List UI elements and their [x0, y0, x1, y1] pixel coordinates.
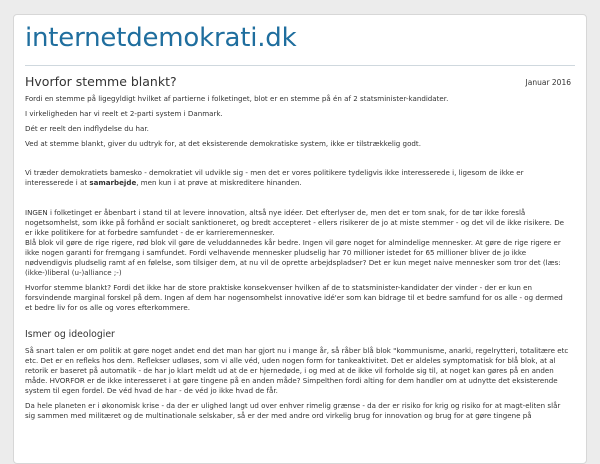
site-title-link[interactable]: internetdemokrati.dk — [25, 23, 297, 53]
paragraph: Dét er reelt den indflydelse du har. — [25, 124, 149, 134]
paragraph: Da hele planeten er i økonomisk krise - da der er ulighed langt ud over enhver rimelig grænse - da der er risiko for krig og risiko for at magt-eliten slår sig sammen med militæret og de multinationale selskaber, så er der med andre ord virkelig brug for innovation og brug for at gøre tingene på — [25, 400, 561, 421]
paragraph: Så snart talen er om politik at gøre noget andet end det man har gjort nu i mange år, så råber blå blok "kommunisme, anarki, regelrytteri, totalitære etc etc. Det er en refleks hos dem. Reflekser udløses, som vi alle véd, uden nogen form for tankeaktivitet. Det er aldeles symptomatisk for blå blok, at al retorik er baseret på automatik - de har jo klart meldt ud at de er hjernedøde, i og med at de ikke vil forholde sig til, at noget kan gøres på en anden måde. HVORFOR er de ikke interesseret i at gøre tingene på en anden måde? Simpelthen fordi alting for dem handler om at udnytte det eksisterende system til egen fordel. De véd hvad de har - de véd jo ikke hvad de får. — [25, 345, 569, 395]
article-body — [25, 94, 572, 421]
paragraph: Blå blok vil gøre de rige rigere, rød blok vil gøre de veluddannedes kår bedre. Ingen vil gøre noget for almindelige mennesker. At gøre de rige rigere er ikke nogen garanti for fremgang i samfundet. Fordi velhavende mennesker pludselig har 70 millioner istedet for 65 millioner bliver de jo ikke nødvendigvis pludselig ramt af en følelse, som tilsiger dem, at nu vil de oprette arbejdspladser? Det er kun meget naive mennesker som tror det (læs: (ikke-)liberal (u-)alliance ;-) — [25, 237, 561, 278]
article-date: Januar 2016 — [525, 78, 571, 87]
paragraph: I virkeligheden har vi reelt et 2-parti system i Danmark. — [25, 109, 223, 119]
header-divider — [25, 65, 575, 66]
emphasis-text: samarbejde — [89, 178, 137, 188]
page-container — [13, 14, 587, 464]
paragraph-text: Vi træder demokratiets bamesko - demokratiet vil udvikle sig - men det er vores politikere tydeligvis ikke interesserede i, ligesom de ikke er interesserede i at — [25, 168, 524, 188]
paragraph: Fordi en stemme på ligegyldigt hvilket af partierne i folketinget, blot er en stemme på én af 2 statsminister-kandidater. — [25, 94, 449, 103]
article-title: Hvorfor stemme blankt? — [25, 74, 177, 89]
paragraph: Ved at stemme blankt, giver du udtryk for, at det eksisterende demokratiske system, ikke er tilstrækkelig godt. — [25, 139, 421, 149]
paragraph — [25, 168, 572, 188]
paragraph: Hvorfor stemme blankt? Fordi det ikke har de store praktiske konsekvenser hvilken af de to statsminister-kandidater der vinder - der er kun en forsvindende marginal forskel på dem. Ingen af dem har nogensomhelst innovative idé'er som kan bidrage til et bedre samfund for os alle - og dermed et bedre liv for os alle og vores efterkommere. — [25, 283, 563, 313]
section-heading: Ismer og ideologier — [25, 328, 115, 340]
paragraph-text: , men kun i at prøve at miskreditere hinanden. — [136, 178, 302, 188]
paragraph: INGEN i folketinget er åbenbart i stand til at levere innovation, altså nye idéer. Det efterlyser de, men det er tom snak, for de tør ikke foreslå nogetsomhelst, som ikke på forhånd er socialt sanktioneret, og bredt accepteret - ellers risikerer de jo at miste stemmer - og det vil de ikke risikere. De er ikke politikere for at forbedre samfundet - de er karrieremennesker. — [25, 207, 565, 237]
